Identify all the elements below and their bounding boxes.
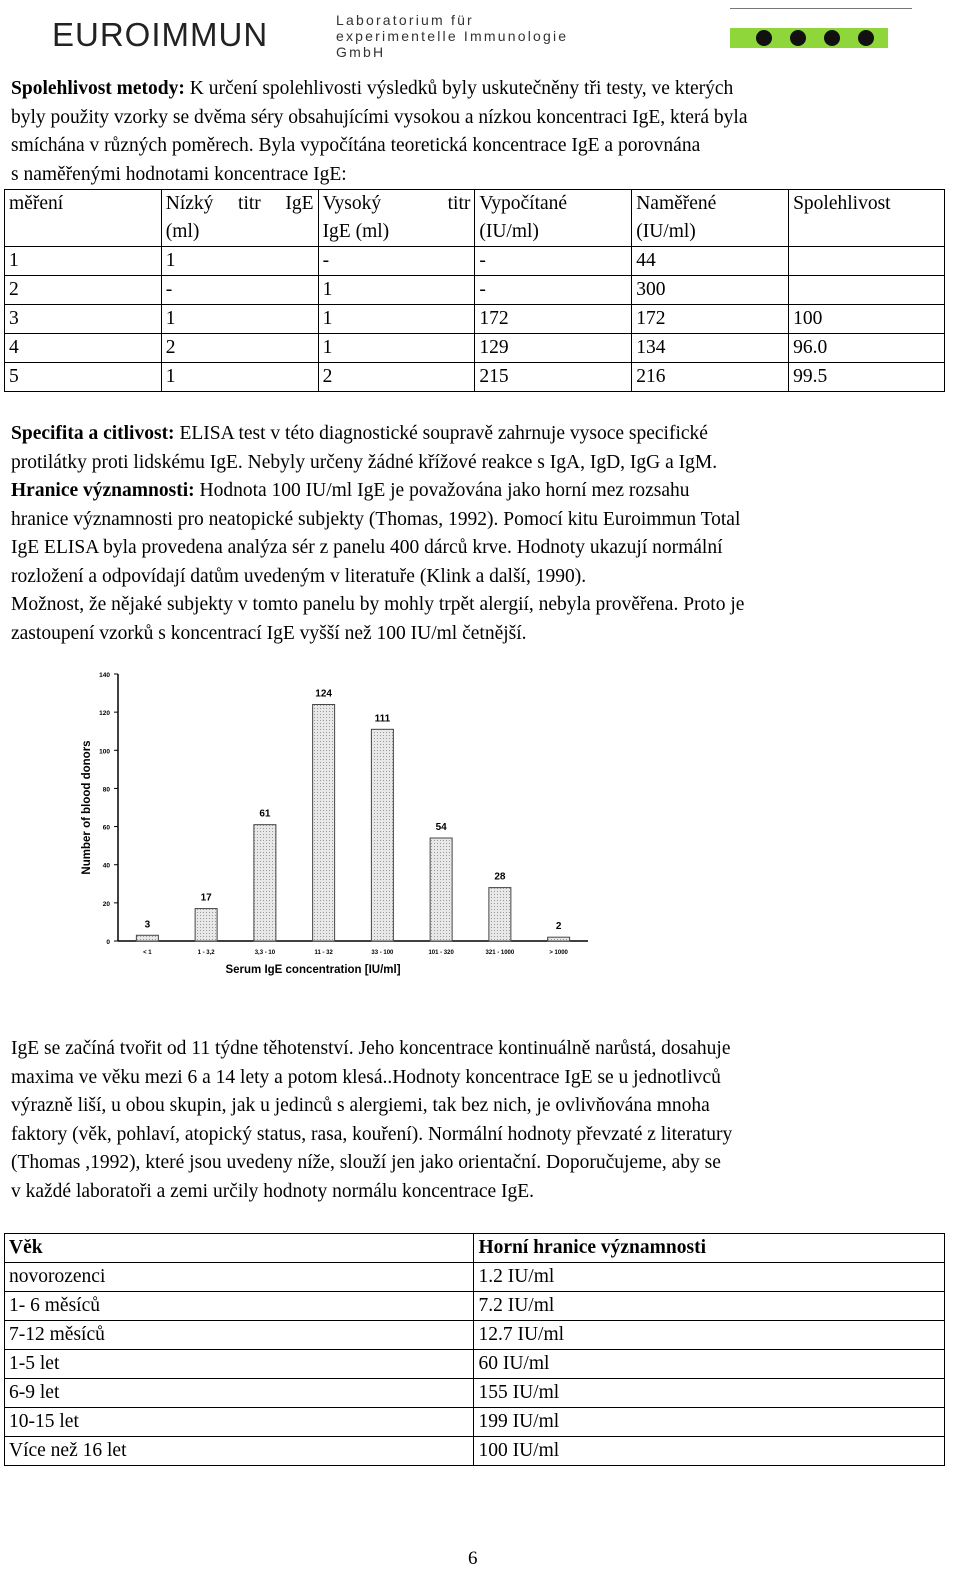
table-cell: 1 [5, 247, 162, 276]
header-text: Nízký titr IgE [165, 193, 314, 214]
bar-value-label: 2 [555, 921, 562, 933]
subtitle-line-1: Laboratorium für [336, 12, 474, 28]
specificity-paragraph [11, 420, 941, 648]
table-cell: 100 [789, 305, 945, 334]
y-tick-label: 140 [99, 672, 110, 679]
x-tick-label: 101 - 320 [428, 950, 454, 956]
y-tick-label: 120 [99, 710, 110, 718]
table-cell: 99.5 [789, 363, 945, 392]
table-row [5, 305, 945, 334]
x-tick-label: 11 - 32 [314, 950, 333, 956]
table-cell: novorozenci [5, 1263, 474, 1292]
table-cell: 215 [475, 363, 632, 392]
table-cell: 129 [475, 334, 632, 363]
x-tick-label: 321 - 1000 [485, 950, 515, 956]
chart-bar [430, 838, 452, 941]
table-row [5, 1408, 945, 1437]
text-line: rozložení a odpovídají datům uvedeným v literatuře (Klink a další, 1990). [11, 565, 587, 587]
chart-bar [489, 888, 511, 941]
table-row [5, 1350, 945, 1379]
ige-info-paragraph [11, 1035, 941, 1206]
text-line: maxima ve věku mezi 6 a 14 lety a potom klesá..Hodnoty koncentrace IgE se u jednotlivců [11, 1066, 721, 1088]
text-line: výrazně liší, u obou skupin, jak u jedinců s alergiemi, tak bez nich, je ovlivňována mnoha [11, 1095, 710, 1116]
table-cell: 1-5 let [5, 1350, 474, 1379]
y-tick-label: 100 [99, 748, 110, 756]
text-line: (Thomas ,1992), které jsou uvedeny níže, slouží jen jako orientační. Doporučujeme, aby se [11, 1152, 721, 1173]
ige-distribution-chart [74, 666, 594, 986]
chart-bar [254, 825, 276, 941]
table-cell [789, 247, 945, 276]
chart-bar [313, 705, 335, 941]
table-cell: 155 IU/ml [474, 1379, 945, 1408]
header-text: (IU/ml) [479, 221, 539, 242]
text-line: ELISA test v této diagnostické soupravě zahrnuje vysoce specifické [174, 423, 708, 444]
table-cell: 1.2 IU/ml [474, 1263, 945, 1292]
table-row [5, 1263, 945, 1292]
table-header-cell [5, 190, 162, 247]
header-text: Spolehlivost [793, 193, 891, 214]
bar-value-label: 17 [200, 892, 212, 904]
x-tick-label: 1 - 3,2 [197, 950, 215, 956]
text-line: zastoupení vzorků s koncentrací IgE vyšší než 100 IU/ml četnější. [11, 622, 527, 644]
reliability-table [4, 189, 945, 392]
reference-values-table-body [5, 1234, 945, 1466]
chart-bar [136, 935, 158, 941]
reliability-paragraph [11, 75, 941, 189]
text-line: byly použity vzorky se dvěma séry obsahujícími vysokou a nízkou koncentraci IgE, která byla [11, 106, 748, 128]
text-line: hranice významnosti pro neatopické subjekty (Thomas, 1992). Pomocí kitu Euroimmun Total [11, 508, 741, 530]
y-tick-label: 40 [102, 862, 110, 870]
table-cell: 1 [318, 334, 475, 363]
table-header-cell: Věk [5, 1234, 474, 1263]
table-row [5, 363, 945, 392]
x-tick-label: < 1 [143, 950, 152, 956]
chart-bar [548, 937, 570, 941]
company-subtitle [336, 12, 568, 60]
header-text: Vysoký titr [322, 193, 471, 214]
text-line: Možnost, že nějaké subjekty v tomto panelu by mohly trpět alergií, nebyla prověřena. Proto je [11, 594, 745, 615]
table-cell: 2 [5, 276, 162, 305]
table-cell: 1 [318, 305, 475, 334]
table-row [5, 1292, 945, 1321]
brand-dot [824, 30, 840, 46]
reliability-heading: Spolehlivost metody: [11, 78, 185, 99]
table-header-cell [318, 190, 475, 247]
table-cell: 172 [632, 305, 789, 334]
table-cell: 44 [632, 247, 789, 276]
x-tick-label: > 1000 [549, 950, 568, 956]
x-axis-label: Serum IgE concentration [IU/ml] [225, 964, 401, 976]
table-cell: 300 [632, 276, 789, 305]
table-cell: 3 [5, 305, 162, 334]
table-cell: 172 [475, 305, 632, 334]
table-row [5, 1437, 945, 1466]
table-cell: 2 [318, 363, 475, 392]
table-header-cell: Horní hranice významnosti [474, 1234, 945, 1263]
euroimmun-logo: EUROIMMUN [52, 16, 269, 53]
table-cell: Více než 16 let [5, 1437, 474, 1466]
table-cell: 5 [5, 363, 162, 392]
table-header-cell [789, 190, 945, 247]
y-tick-label: 20 [102, 900, 110, 908]
text-line: IgE se začíná tvořit od 11 týdne těhotenství. Jeho koncentrace kontinuálně narůstá, dosahuje [11, 1038, 731, 1059]
table-cell: 134 [632, 334, 789, 363]
significance-heading: Hranice významnosti: [11, 480, 195, 501]
table-cell: - [161, 276, 318, 305]
text-line: protilátky proti lidskému IgE. Nebyly určeny žádné křížové reakce s IgA, IgD, IgG a IgM. [11, 451, 718, 473]
table-header-row [5, 190, 945, 247]
text-line: IgE ELISA byla provedena analýza sér z panelu 400 dárců krve. Hodnoty ukazují normální [11, 537, 723, 558]
table-cell: 1 [161, 305, 318, 334]
table-row [5, 1379, 945, 1408]
table-row [5, 334, 945, 363]
table-cell: 199 IU/ml [474, 1408, 945, 1437]
table-cell: 2 [161, 334, 318, 363]
bar-value-label: 124 [315, 688, 332, 700]
page-number: 6 [468, 1548, 478, 1569]
table-header-cell [475, 190, 632, 247]
table-cell: 1- 6 měsíců [5, 1292, 474, 1321]
table-header-cell [632, 190, 789, 247]
header-text: Naměřené [636, 193, 717, 214]
header-text: měření [9, 193, 64, 214]
bar-value-label: 111 [374, 713, 391, 725]
table-cell: 60 IU/ml [474, 1350, 945, 1379]
header-text: IgE (ml) [322, 221, 390, 242]
table-cell: 6-9 let [5, 1379, 474, 1408]
x-tick-label: 33 - 100 [371, 950, 394, 956]
brand-dot [790, 30, 806, 46]
brand-dot [756, 30, 772, 46]
header-text: (IU/ml) [636, 221, 696, 242]
bar-value-label: 61 [259, 808, 271, 820]
header-text: (ml) [165, 221, 200, 242]
table-cell: 7-12 měsíců [5, 1321, 474, 1350]
table-cell: 1 [161, 247, 318, 276]
x-tick-label: 3,3 - 10 [254, 950, 276, 956]
table-cell: 7.2 IU/ml [474, 1292, 945, 1321]
chart-bar [195, 909, 217, 941]
table-header-cell [161, 190, 318, 247]
brand-dot [858, 30, 874, 46]
table-cell: 216 [632, 363, 789, 392]
table-cell: 4 [5, 334, 162, 363]
y-tick-label: 60 [102, 824, 110, 832]
table-cell: 96.0 [789, 334, 945, 363]
reliability-table-body [5, 190, 945, 392]
specificity-heading: Specifita a citlivost: [11, 423, 175, 444]
bar-value-label: 28 [494, 871, 506, 883]
bar-value-label: 54 [435, 822, 447, 834]
table-header-row [5, 1234, 945, 1263]
table-cell: - [475, 276, 632, 305]
table-cell: 1 [161, 363, 318, 392]
table-cell [789, 276, 945, 305]
subtitle-line-3: GmbH [336, 44, 386, 60]
text-line: smíchána v různých poměrech. Byla vypočítána teoretická koncentrace IgE a porovnána [11, 135, 701, 156]
table-row [5, 247, 945, 276]
table-cell: 12.7 IU/ml [474, 1321, 945, 1350]
table-row [5, 276, 945, 305]
table-cell: - [318, 247, 475, 276]
reference-values-table [4, 1233, 945, 1466]
y-tick-label: 0 [106, 939, 110, 946]
table-cell: 10-15 let [5, 1408, 474, 1437]
table-row [5, 1321, 945, 1350]
table-cell: 100 IU/ml [474, 1437, 945, 1466]
chart-bar [371, 729, 393, 941]
text-line: v každé laboratoři a zemi určily hodnoty normálu koncentrace IgE. [11, 1180, 535, 1202]
text-line: K určení spolehlivosti výsledků byly uskutečněny tři testy, ve kterých [184, 78, 734, 99]
text-line: faktory (věk, pohlaví, atopický status, rasa, kouření). Normální hodnoty převzaté z literatury [11, 1123, 733, 1145]
header-text: Vypočítané [479, 193, 568, 214]
text-line: Hodnota 100 IU/ml IgE je považována jako horní mez rozsahu [194, 480, 690, 501]
table-cell: 1 [318, 276, 475, 305]
table-cell: - [475, 247, 632, 276]
y-tick-label: 80 [102, 786, 110, 794]
header-rule [730, 8, 912, 9]
subtitle-line-2: experimentelle Immunologie [336, 28, 569, 44]
bar-value-label: 3 [144, 919, 151, 931]
text-line: s naměřenými hodnotami koncentrace IgE: [11, 163, 347, 185]
y-axis-label: Number of blood donors [81, 740, 93, 875]
